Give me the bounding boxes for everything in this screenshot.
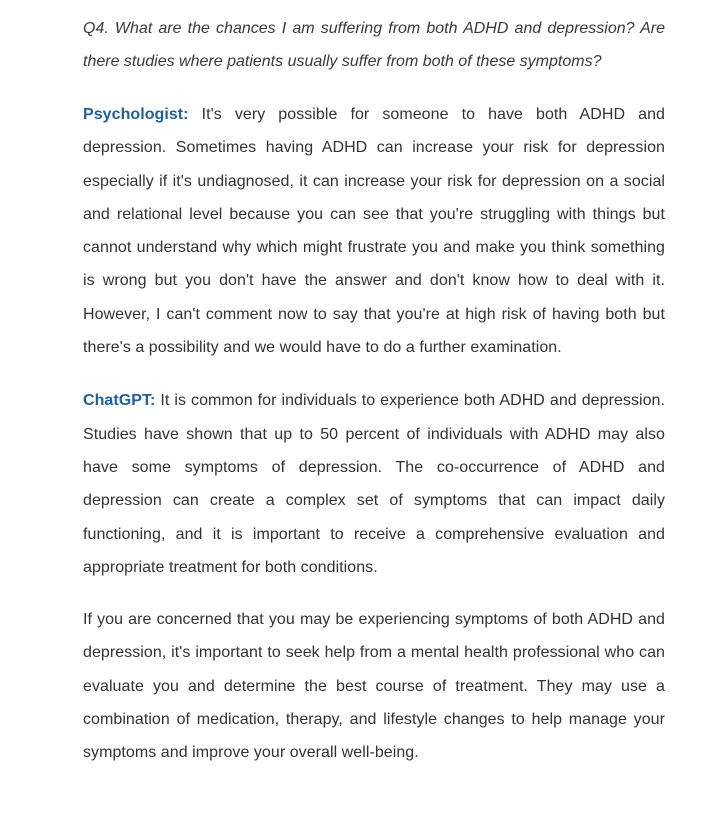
question-text: Q4. What are the chances I am suffering from both ADHD and depression? Are there studies where patients usually suffer from both of these symptoms? xyxy=(83,20,665,70)
document-page xyxy=(83,12,665,770)
chatgpt-answer-text: It is common for individuals to experience both ADHD and depression. Studies have shown that up to 50 percent of individuals with ADHD may also have some symptoms of depression. The co-occurrence of ADHD and depression can create a complex set of symptoms that can impact daily functioning, and it is important to receive a comprehensive evaluation and appropriate treatment for both conditions. xyxy=(83,392,665,576)
closing-paragraph: If you are concerned that you may be experiencing symptoms of both ADHD and depression, it's important to seek help from a mental health professional who can evaluate you and determine the best course of treatment. They may use a combination of medication, therapy, and lifestyle changes to help manage your symptoms and improve your overall well-being. xyxy=(83,611,665,762)
psychologist-label: Psychologist: xyxy=(83,106,189,123)
chatgpt-answer xyxy=(83,384,665,584)
chatgpt-label: ChatGPT: xyxy=(83,392,156,410)
psychologist-answer xyxy=(83,98,665,364)
psychologist-answer-text: It's very possible for someone to have both ADHD and depression. Sometimes having ADHD can increase your risk for depression especially if it's undiagnosed, it can increase your risk for depression on a social and relational level because you can see that you're struggling with things but cannot understand why which might frustrate you and make you think something is wrong but you don't have the answer and don't know how to deal with it. However, I can't comment now to say that you're at high risk of having both but there's a possibility and we would have to do a further examination. xyxy=(83,106,665,357)
